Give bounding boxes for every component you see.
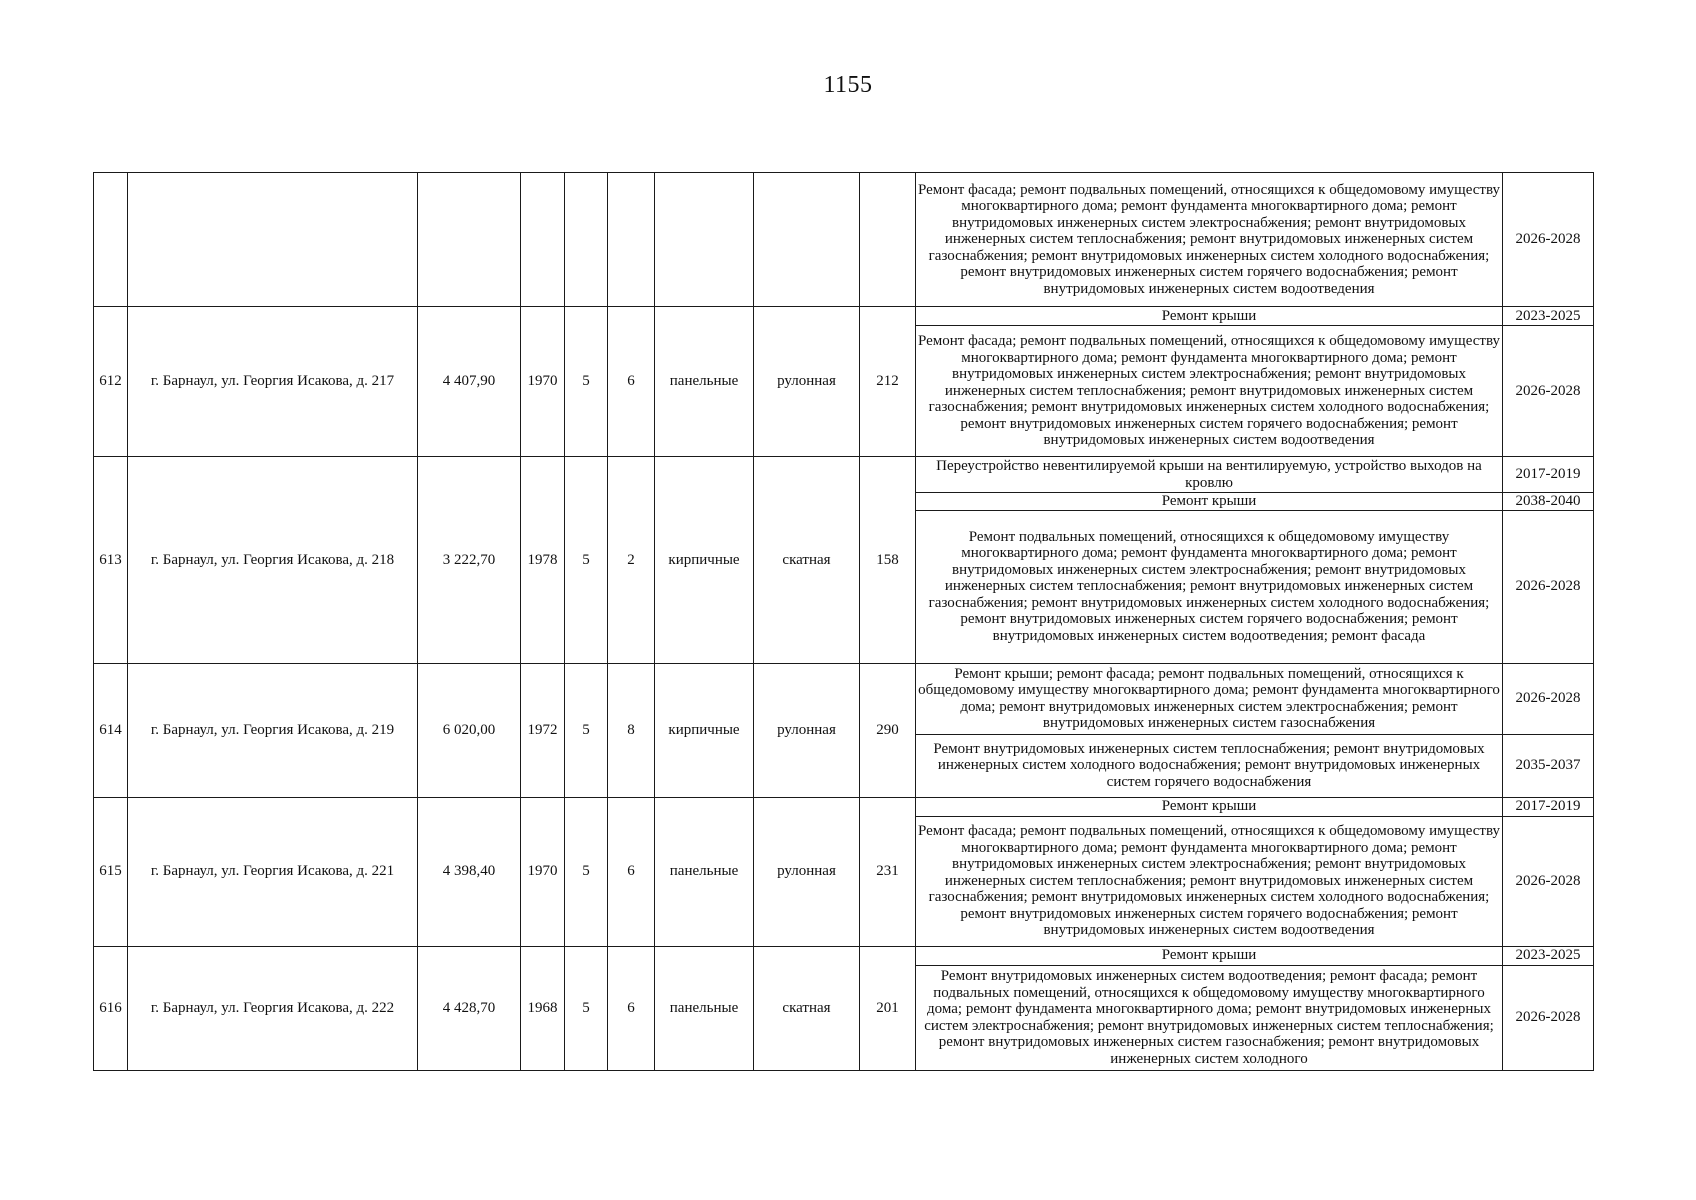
row-number: 616 [94, 946, 128, 1070]
repair-works: Ремонт подвальных помещений, относящихся к общедомовому имуществу многоквартирного дома; ремонт фундамента многоквартирного дома; ремонт внутридомовых инженерных систем электроснабжения; ремонт внутридомовых инженерных систем теплоснабжения; ремонт внутридомовых инженерных систем газоснабжения; ремонт внутридомовых инженерных систем холодного водоснабжения; ремонт внутридомовых инженерных систем горячего водоснабжения; ремонт внутридомовых инженерных систем водоотведения; ремонт фасада [916, 510, 1503, 663]
repair-period: 2023-2025 [1503, 946, 1594, 965]
repair-period: 2026-2028 [1503, 510, 1594, 663]
house-address: г. Барнаул, ул. Георгия Исакова, д. 218 [128, 457, 418, 664]
repair-works: Ремонт внутридомовых инженерных систем водоотведения; ремонт фасада; ремонт подвальных помещений, относящихся к общедомовому имуществу многоквартирного дома; ремонт фундамента многоквартирного дома; ремонт внутридомовых инженерных систем электроснабжения; ремонт внутридомовых инженерных систем теплоснабжения; ремонт внутридомовых инженерных систем газоснабжения; ремонт внутридомовых инженерных систем холодного [916, 965, 1503, 1070]
build-year: 1970 [521, 307, 565, 457]
page-number: 1155 [823, 72, 873, 98]
wall-material: панельные [655, 946, 754, 1070]
repair-works: Ремонт крыши [916, 307, 1503, 326]
row-number: 613 [94, 457, 128, 664]
entrance-count [608, 173, 655, 307]
table-row [94, 663, 1594, 734]
repair-period: 2017-2019 [1503, 457, 1594, 493]
build-year: 1978 [521, 457, 565, 664]
resident-count [860, 173, 916, 307]
floor-count: 5 [565, 307, 608, 457]
floor-count: 5 [565, 946, 608, 1070]
housing-repair-table [93, 172, 1594, 1071]
wall-material: панельные [655, 797, 754, 946]
floor-count: 5 [565, 797, 608, 946]
repair-works: Ремонт фасада; ремонт подвальных помещений, относящихся к общедомовому имуществу многоквартирного дома; ремонт фундамента многоквартирного дома; ремонт внутридомовых инженерных систем электроснабжения; ремонт внутридомовых инженерных систем теплоснабжения; ремонт внутридомовых инженерных систем газоснабжения; ремонт внутридомовых инженерных систем холодного водоснабжения; ремонт внутридомовых инженерных систем горячего водоснабжения; ремонт внутридомовых инженерных систем водоотведения [916, 173, 1503, 307]
table-row [94, 173, 1594, 307]
build-year [521, 173, 565, 307]
house-area [418, 173, 521, 307]
wall-material [655, 173, 754, 307]
table-row [94, 946, 1594, 965]
repair-period: 2026-2028 [1503, 816, 1594, 946]
house-area: 4 407,90 [418, 307, 521, 457]
roof-type: рулонная [754, 663, 860, 797]
table-row [94, 797, 1594, 816]
repair-works: Ремонт фасада; ремонт подвальных помещений, относящихся к общедомовому имуществу многоквартирного дома; ремонт фундамента многоквартирного дома; ремонт внутридомовых инженерных систем электроснабжения; ремонт внутридомовых инженерных систем теплоснабжения; ремонт внутридомовых инженерных систем газоснабжения; ремонт внутридомовых инженерных систем холодного водоснабжения; ремонт внутридомовых инженерных систем горячего водоснабжения; ремонт внутридомовых инженерных систем водоотведения [916, 816, 1503, 946]
wall-material: кирпичные [655, 457, 754, 664]
house-area: 4 398,40 [418, 797, 521, 946]
row-number: 612 [94, 307, 128, 457]
entrance-count: 6 [608, 797, 655, 946]
repair-period: 2038-2040 [1503, 493, 1594, 511]
floor-count [565, 173, 608, 307]
repair-period: 2023-2025 [1503, 307, 1594, 326]
house-area: 3 222,70 [418, 457, 521, 664]
build-year: 1972 [521, 663, 565, 797]
repair-works: Переустройство невентилируемой крыши на вентилируемую, устройство выходов на кровлю [916, 457, 1503, 493]
repair-period: 2026-2028 [1503, 965, 1594, 1070]
row-number: 615 [94, 797, 128, 946]
house-address: г. Барнаул, ул. Георгия Исакова, д. 221 [128, 797, 418, 946]
repair-period: 2017-2019 [1503, 797, 1594, 816]
wall-material: кирпичные [655, 663, 754, 797]
house-address [128, 173, 418, 307]
roof-type: рулонная [754, 797, 860, 946]
resident-count: 158 [860, 457, 916, 664]
resident-count: 212 [860, 307, 916, 457]
row-number [94, 173, 128, 307]
row-number: 614 [94, 663, 128, 797]
repair-works: Ремонт крыши [916, 946, 1503, 965]
floor-count: 5 [565, 457, 608, 664]
repair-period: 2026-2028 [1503, 173, 1594, 307]
house-address: г. Барнаул, ул. Георгия Исакова, д. 222 [128, 946, 418, 1070]
house-address: г. Барнаул, ул. Георгия Исакова, д. 217 [128, 307, 418, 457]
repair-period: 2026-2028 [1503, 663, 1594, 734]
repair-works: Ремонт крыши [916, 493, 1503, 511]
entrance-count: 6 [608, 307, 655, 457]
entrance-count: 6 [608, 946, 655, 1070]
table-row [94, 307, 1594, 326]
resident-count: 290 [860, 663, 916, 797]
table-row [94, 457, 1594, 493]
house-address: г. Барнаул, ул. Георгия Исакова, д. 219 [128, 663, 418, 797]
repair-period: 2035-2037 [1503, 734, 1594, 797]
repair-period: 2026-2028 [1503, 326, 1594, 457]
roof-type: скатная [754, 946, 860, 1070]
entrance-count: 2 [608, 457, 655, 664]
roof-type: рулонная [754, 307, 860, 457]
resident-count: 231 [860, 797, 916, 946]
entrance-count: 8 [608, 663, 655, 797]
repair-works: Ремонт крыши [916, 797, 1503, 816]
repair-works: Ремонт крыши; ремонт фасада; ремонт подвальных помещений, относящихся к общедомовому имуществу многоквартирного дома; ремонт фундамента многоквартирного дома; ремонт внутридомовых инженерных систем электроснабжения; ремонт внутридомовых инженерных систем газоснабжения [916, 663, 1503, 734]
build-year: 1970 [521, 797, 565, 946]
house-area: 4 428,70 [418, 946, 521, 1070]
floor-count: 5 [565, 663, 608, 797]
repair-works: Ремонт внутридомовых инженерных систем теплоснабжения; ремонт внутридомовых инженерных систем холодного водоснабжения; ремонт внутридомовых инженерных систем горячего водоснабжения [916, 734, 1503, 797]
roof-type: скатная [754, 457, 860, 664]
repair-works: Ремонт фасада; ремонт подвальных помещений, относящихся к общедомовому имуществу многоквартирного дома; ремонт фундамента многоквартирного дома; ремонт внутридомовых инженерных систем электроснабжения; ремонт внутридомовых инженерных систем теплоснабжения; ремонт внутридомовых инженерных систем газоснабжения; ремонт внутридомовых инженерных систем холодного водоснабжения; ремонт внутридомовых инженерных систем горячего водоснабжения; ремонт внутридомовых инженерных систем водоотведения [916, 326, 1503, 457]
resident-count: 201 [860, 946, 916, 1070]
house-area: 6 020,00 [418, 663, 521, 797]
wall-material: панельные [655, 307, 754, 457]
roof-type [754, 173, 860, 307]
build-year: 1968 [521, 946, 565, 1070]
